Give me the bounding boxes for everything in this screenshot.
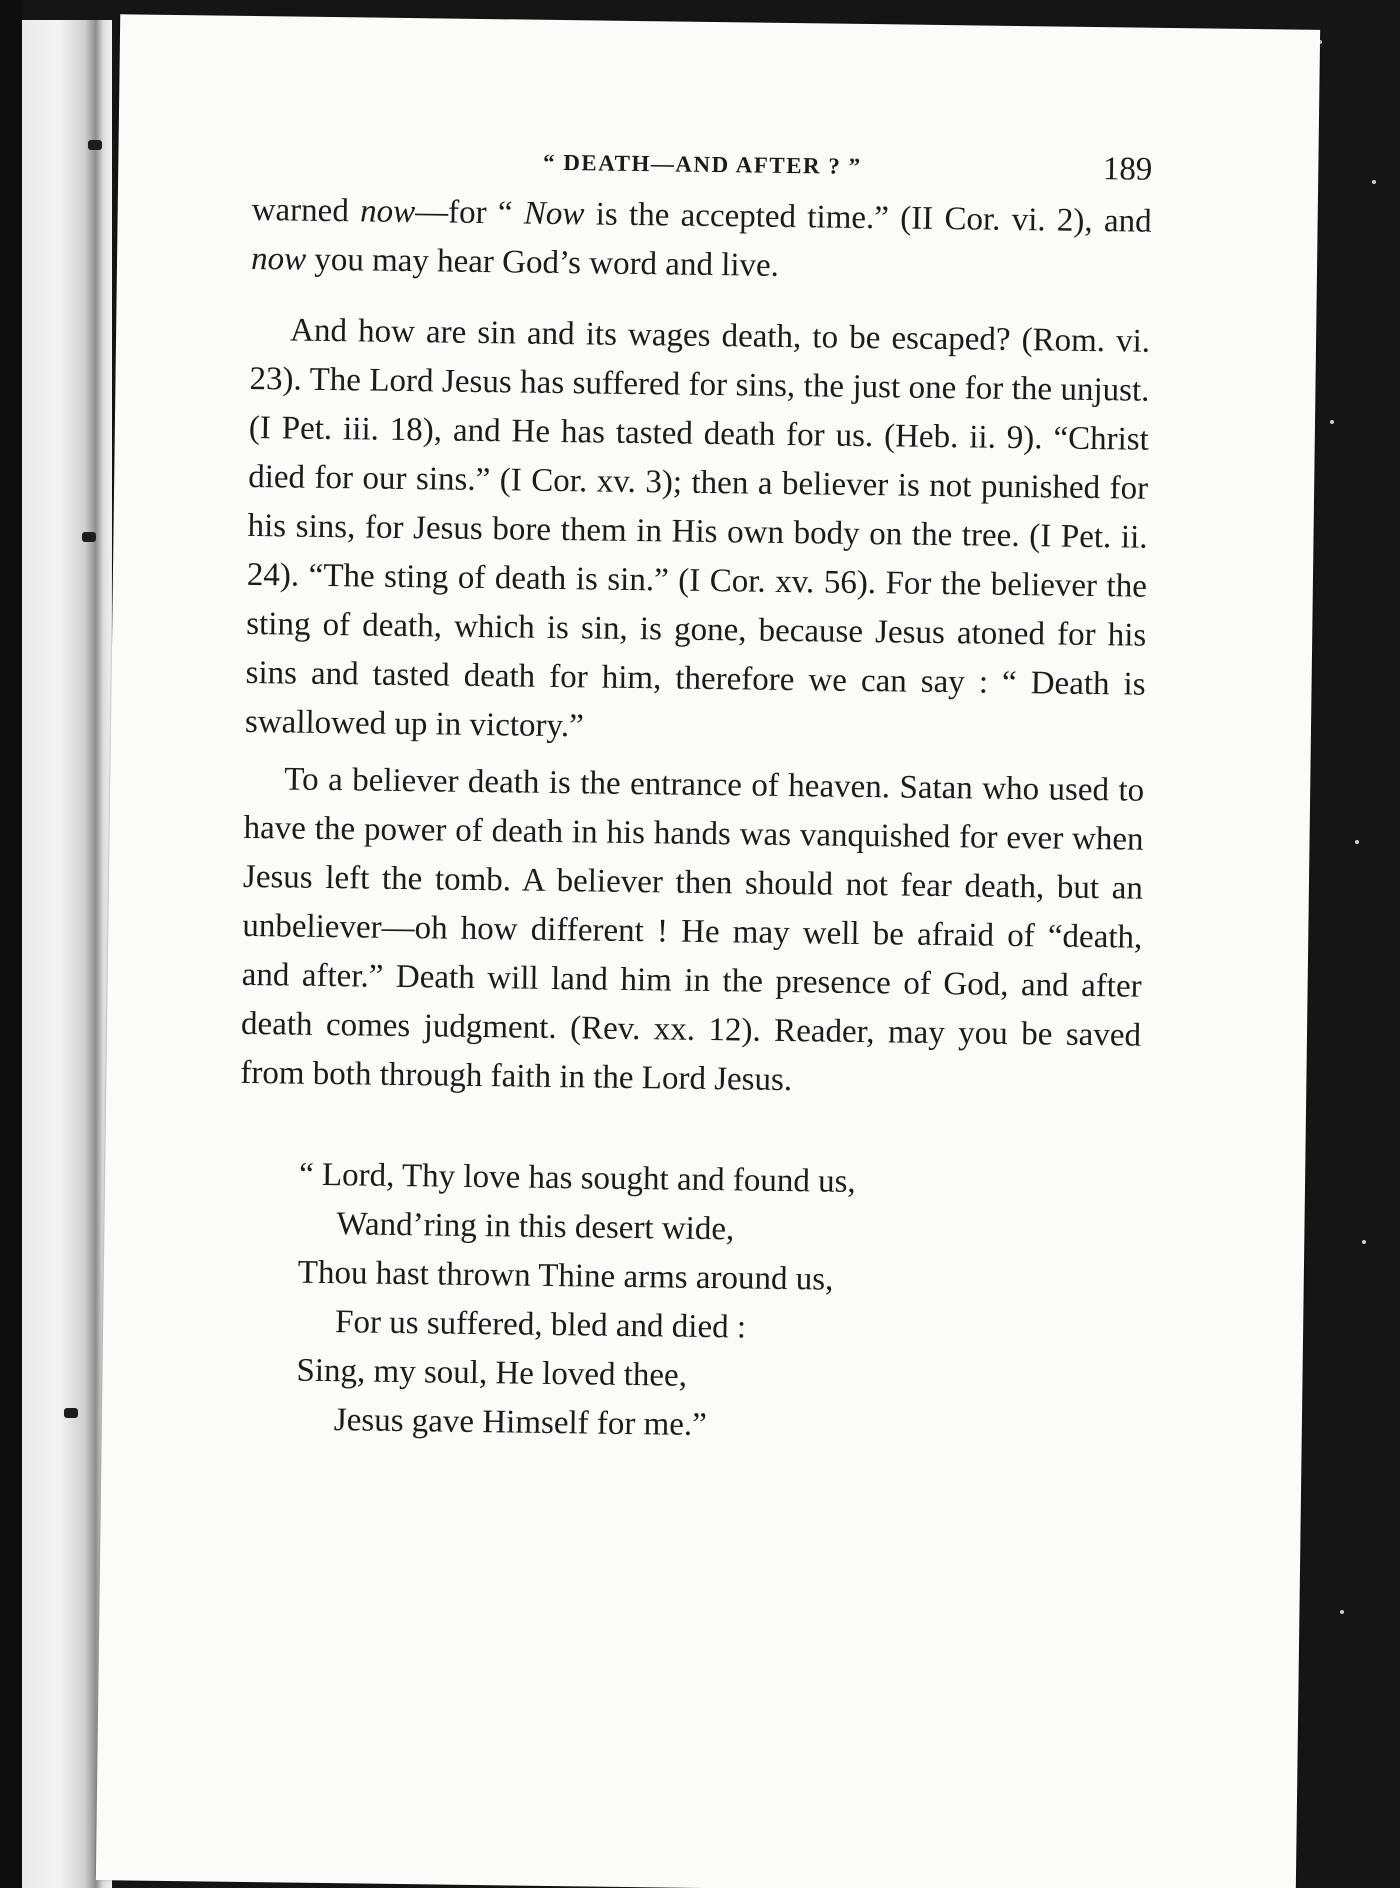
hymn-line: Wand’ring in this desert wide, [336, 1206, 735, 1248]
hymn-line: Sing, my soul, He loved thee, [296, 1352, 688, 1394]
page-content [236, 124, 1153, 1456]
scan-background-left [0, 0, 22, 1888]
paragraph-1-italic-3: now [250, 240, 307, 278]
paragraph-2: And how are sin and its wages death, to be escaped? (Rom. vi. 23). The Lord Jesus has suffered for sins, the just one for the unjust. (I Pet. iii. 18), and He has tasted death for us. (Heb. ii. 9). “Christ died for our sins.” (I Cor. xv. 3); then a believer is not punished for his sins, for Jesus bore them in His own body on the tree. (I Pet. ii. 24). “The sting of death is sin.” (I Cor. xv. 56). For the believer the sting of death, which is sin, is gone, because Jesus atoned for his sins and tasted death for him, therefore we can say : “ Death is swallowed up in victory.” [244, 312, 1151, 745]
hymn-line: “ Lord, Thy love has sought and found us, [298, 1156, 856, 1200]
running-title: “ DEATH—AND AFTER ? ” [542, 149, 862, 179]
paragraph-1-text-3: is the accepted time.” (II Cor. vi. 2), and [584, 196, 1152, 240]
paragraph-1 [251, 186, 1152, 296]
running-head [252, 124, 1153, 192]
binding-stitch-mark [88, 140, 102, 150]
paragraph-1-italic-2: Now [523, 195, 585, 233]
paragraph-1-italic-1: now [359, 193, 416, 231]
binding-stitch-mark [82, 532, 96, 542]
hymn-line: Jesus gave Himself for me.” [333, 1402, 708, 1444]
page-number: 189 [1102, 151, 1153, 188]
binding-stitch-mark [64, 1408, 78, 1418]
paragraph-1-text-1: warned [251, 191, 361, 230]
paragraph-3: To a believer death is the entrance of heaven. Satan who used to have the power of death in his hands was vanquished for ever when Jesus left the tomb. A believer then should not fear death, but an unbeliever—oh how different ! He may well be afraid of “death, and after.” Death will land him in the presence of God, and after death comes judgment. (Rev. xx. 12). Reader, may you be saved from both through faith in the Lord Jesus. [240, 761, 1145, 1099]
hymn-line: Thou hast thrown Thine arms around us, [297, 1254, 834, 1298]
paragraph-1-text-4: you may hear God’s word and live. [305, 241, 780, 284]
book-page [96, 14, 1320, 1888]
paragraph-1-text-2: —for “ [414, 194, 525, 232]
hymn-line: For us suffered, bled and died : [334, 1304, 747, 1346]
hymn-verse [296, 1151, 1140, 1456]
